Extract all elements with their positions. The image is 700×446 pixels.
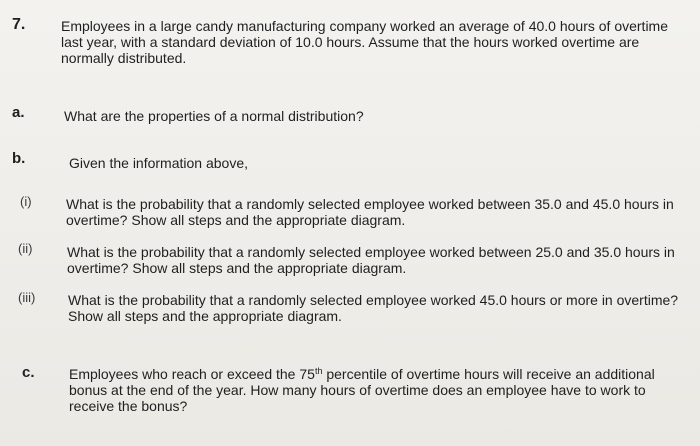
part-b-i-label: (i) xyxy=(20,194,32,209)
part-b-i-text: What is the probability that a randomly selected employee worked between 35.0 and 45.0 hours in overtime? Show all steps and the appropriate diagram. xyxy=(66,196,674,228)
part-a-label: a. xyxy=(12,104,25,121)
part-c-text xyxy=(69,366,674,414)
part-b-label: b. xyxy=(12,150,26,167)
question-stem: Employees in a large candy manufacturing company worked an average of 40.0 hours of overtime last year, with a standard deviation of 10.0 hours. Assume that the hours worked overtime are normally distributed. xyxy=(61,18,669,66)
part-c-text-before: Employees who reach or exceed the 75 xyxy=(69,366,315,382)
part-b-ii-text: What is the probability that a randomly selected employee worked between 25.0 and 35.0 hours in overtime? Show all steps and the appropriate diagram. xyxy=(67,244,675,276)
part-a-text: What are the properties of a normal distribution? xyxy=(64,108,364,124)
part-c-superscript: th xyxy=(314,366,323,376)
part-b-iii-label: (iii) xyxy=(18,290,36,305)
part-b-text: Given the information above, xyxy=(69,155,248,171)
part-b-ii-label: (ii) xyxy=(18,241,33,256)
part-c-text-after: percentile of overtime hours will receive an additional bonus at the end of the year. How many hours of overtime does an employee have to work to receive the bonus? xyxy=(69,366,655,414)
question-number: 7. xyxy=(12,16,26,33)
part-c-label: c. xyxy=(22,364,35,381)
part-b-iii-text: What is the probability that a randomly selected employee worked 45.0 hours or more in overtime? Show all steps and the appropriate diagram. xyxy=(68,292,679,324)
